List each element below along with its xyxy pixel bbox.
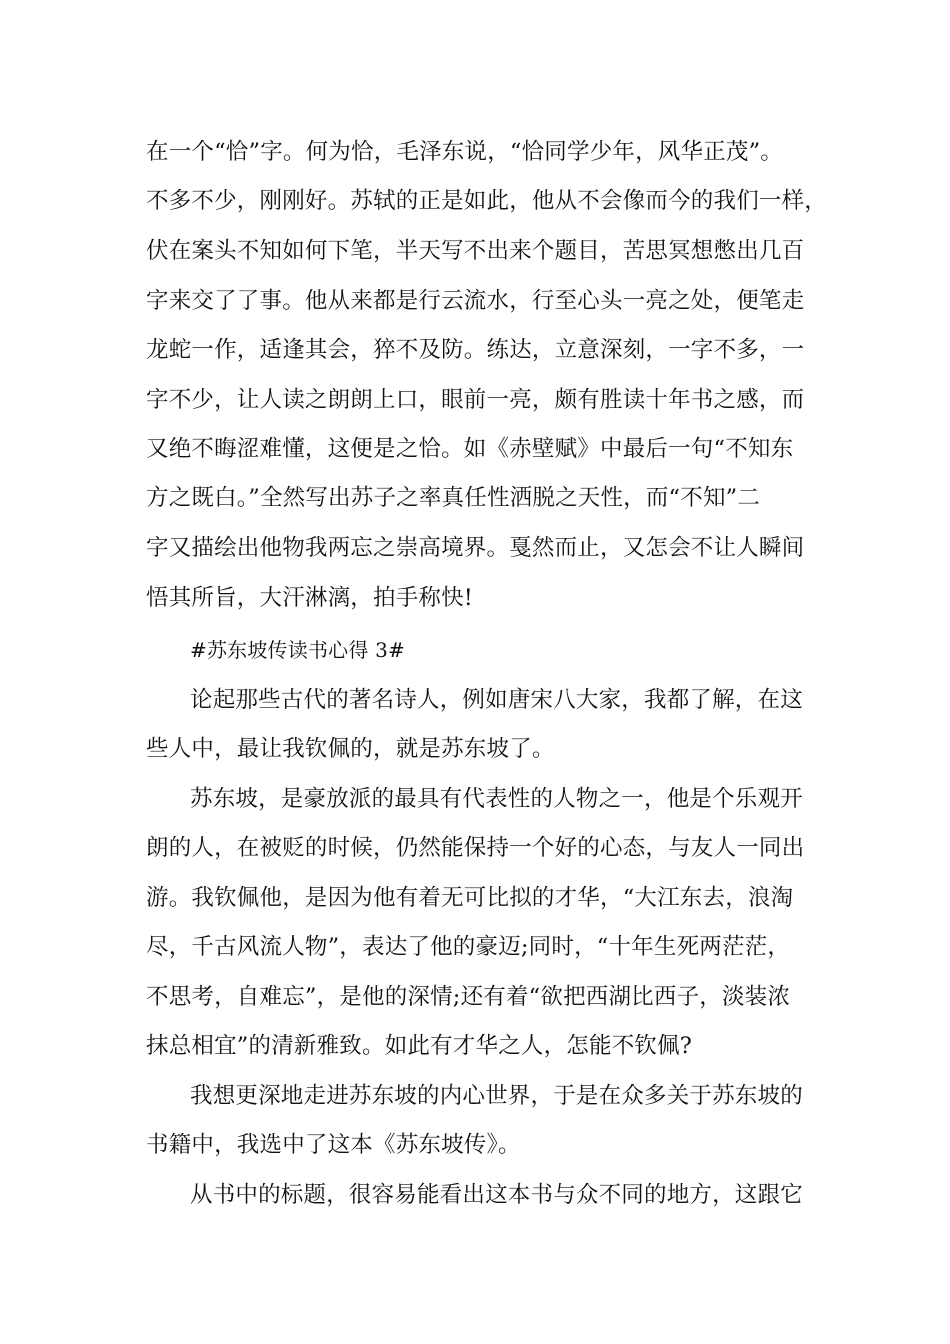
paragraph-first-line: 我想更深地走进苏东坡的内心世界，于是在众多关于苏东坡的 (190, 1083, 803, 1109)
text-line: 在一个“恰”字。何为恰，毛泽东说，“恰同学少年，风华正茂”。 (146, 139, 784, 165)
text-line: 不多不少，刚刚好。苏轼的正是如此，他从不会像而今的我们一样， (146, 188, 828, 214)
text-line: 些人中，最让我钦佩的，就是苏东坡了。 (146, 736, 555, 762)
text-line: 字不少，让人读之朗朗上口，眼前一亮，颇有胜读十年书之感，而 (146, 387, 805, 413)
text-line: 不思考，自难忘”，是他的深情;还有着“欲把西湖比西子，淡装浓 (146, 984, 791, 1010)
text-line: 朗的人，在被贬的时候，仍然能保持一个好的心态，与友人一同出 (146, 835, 805, 861)
text-line: 字来交了了事。他从来都是行云流水，行至心头一亮之处，便笔走 (146, 288, 805, 314)
text-line: 游。我钦佩他，是因为他有着无可比拟的才华，“大江东去，浪淘 (146, 885, 794, 911)
text-line: 悟其所旨，大汗淋漓，拍手称快! (146, 585, 474, 611)
text-line: 抹总相宜”的清新雅致。如此有才华之人，怎能不钦佩? (146, 1033, 693, 1059)
text-line: 尽，千古风流人物”，表达了他的豪迈;同时，“十年生死两茫茫， (146, 934, 791, 960)
text-line: 伏在案头不知如何下笔，半天写不出来个题目，苦思冥想憋出几百 (146, 238, 805, 264)
text-line: 龙蛇一作，适逢其会，猝不及防。练达，立意深刻，一字不多，一 (146, 337, 805, 363)
text-line: 书籍中，我选中了这本《苏东坡传》。 (146, 1132, 521, 1158)
paragraph-first-line: 论起那些古代的著名诗人，例如唐宋八大家，我都了解，在这 (190, 687, 803, 713)
text-line: 又绝不晦涩难懂，这便是之恰。如《赤壁赋》中最后一句“不知东 (146, 436, 794, 462)
paragraph-first-line: 苏东坡，是豪放派的最具有代表性的人物之一，他是个乐观开 (190, 786, 803, 812)
section-heading: #苏东坡传读书心得 3# (190, 638, 405, 662)
text-line: 字又描绘出他物我两忘之崇高境界。戛然而止，又怎会不让人瞬间 (146, 535, 805, 561)
text-line: 方之既白。”全然写出苏子之率真任性洒脱之天性，而“不知”二 (146, 485, 761, 511)
paragraph-first-line: 从书中的标题，很容易能看出这本书与众不同的地方，这跟它 (190, 1182, 803, 1208)
